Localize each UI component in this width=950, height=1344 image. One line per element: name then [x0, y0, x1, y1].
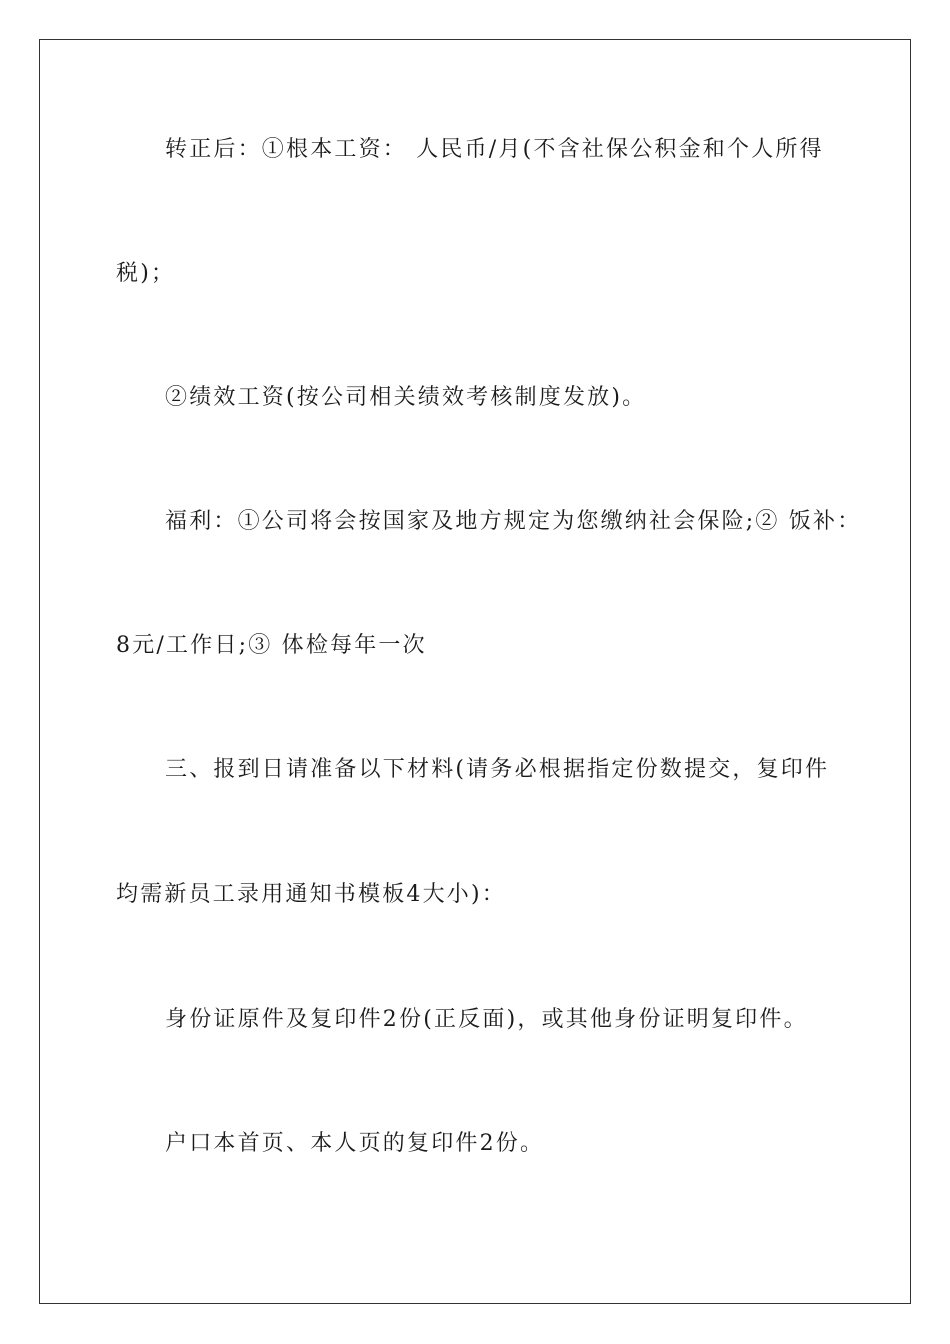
salary-continuation-line: 税)；	[116, 261, 176, 286]
section-three-heading: 三、报到日请准备以下材料(请务必根据指定份数提交，复印件	[165, 757, 830, 782]
performance-pay-line: ②绩效工资(按公司相关绩效考核制度发放)。	[165, 385, 647, 410]
page-border	[39, 39, 911, 1304]
id-card-requirement-line: 身份证原件及复印件2份(正反面)，或其他身份证明复印件。	[165, 1007, 808, 1032]
section-three-continuation: 均需新员工录用通知书模板4大小)：	[116, 882, 506, 907]
benefits-line: 福利：①公司将会按国家及地方规定为您缴纳社会保险;② 饭补：	[165, 509, 862, 534]
household-register-requirement-line: 户口本首页、本人页的复印件2份。	[165, 1131, 545, 1156]
benefits-continuation-line: 8元/工作日;③ 体检每年一次	[116, 633, 427, 658]
salary-after-probation-line: 转正后：①根本工资： 人民币/月(不含社保公积金和个人所得	[165, 137, 824, 162]
